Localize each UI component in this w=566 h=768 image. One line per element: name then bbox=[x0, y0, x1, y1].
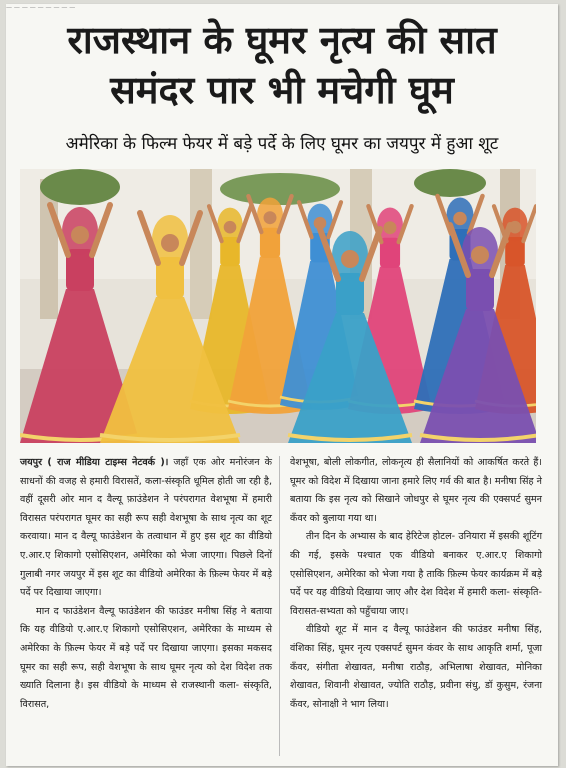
paragraph-text: जहाँ एक ओर मनोरंजन के साधनों की वजह से हमारी विरासतें, कला-संस्कृति धूमिल होती जा रही है, वहीं दूसरी ओर मान द वैल्यू फ़ाउंडेशन ने परंपरागत वेशभूषा में हमारी विरासत परंपरागत घूमर का सही रूप सही वेशभूषा के साथ नृत्य का शूट करवाया। मान द वैल्यू फाउंडेशन के तत्वाधान में हुए इस शूट का वीडियो ए.आर.ए शिकागो एसोसिएशन, अमेरिका को भेजा जाएगा। पिछले दिनों गुलाबी नगर जयपुर में इस शूट का वीडियो अमेरिका के फ़िल्म फेयर में बड़े पर्दे पर दिखाया जाएगा। bbox=[20, 457, 272, 599]
dateline: जयपुर ( राज मीडिया टाइम्स नेटवर्क )। bbox=[20, 457, 169, 468]
article-column-right bbox=[290, 454, 542, 714]
article-column-left bbox=[20, 454, 272, 714]
dancers-illustration bbox=[20, 169, 536, 443]
top-strip: — — — — — — — — — bbox=[6, 4, 76, 11]
article-paragraph: वीडियो शूट में मान द वैल्यू फाउंडेशन की फाउंडर मनीषा सिंह, वंशिका सिंह, घूमर नृत्य एक्सपर्ट सुमन कंवर के साथ आकृति शर्मा, पूजा कँवर, संगीता शेखावत, मनीषा राठौड़, अभिलाषा शेखावत, मोनिका शेखावत, शिवानी शेखावत, ज्योति राठौड़, प्रवीना संधु, डॉ कुसुम, रंजना कँवर, सोनाक्षी ने भाग लिया। bbox=[290, 624, 542, 710]
newspaper-clipping bbox=[6, 4, 558, 766]
subheadline: अमेरिका के फिल्म फेयर में बड़े पर्दे के लिए घूमर का जयपुर में हुआ शूट bbox=[65, 134, 499, 154]
article-paragraph: वेशभूषा, बोली लोकगीत, लोकनृत्य ही सैलानियों को आकर्षित करते हैं। घूमर को विदेश में दिखाया जाना हमारे लिए गर्व की बात है। मनीषा सिंह ने बताया कि इस नृत्य को सिखाने जोधपुर से घूमर नृत्य की एक्सपर्ट सुमन कँवर को बुलाया गया था। bbox=[290, 457, 542, 524]
headline-line-1: राजस्थान के घूमर नृत्य की सात bbox=[67, 17, 497, 62]
article-paragraph: मान द फाउंडेशन वैल्यू फाउंडेशन की फाउंडर मनीषा सिंह ने बताया कि यह वीडियो ए.आर.ए शिकागो एसोसिएशन, अमेरिका के माध्यम से अमेरिका के फ़िल्म फेयर में बड़े पर्दे पर दिखाया जाएगा। इसका मकसद घूमर का सही रूप, सही वेशभूषा के साथ घूमर नृत्य को देश विदेश तक ख्याति दिलाना है। इस वीडियो के माध्यम से राजस्थानी कला- संस्कृति, विरासत, bbox=[20, 605, 272, 710]
article-paragraph: तीन दिन के अभ्यास के बाद हेरिटेज होटल- उनियारा में इसकी शूटिंग की गई, इसके पश्चात एक वीडियो बनाकर ए.आर.ए शिकागो एसोसिएशन, अमेरिका को भेजा गया है ताकि फ़िल्म फेयर कार्यक्रम में बड़े पर्दे पर यह वीडियो दिखाया जाए और देश विदेश में हमारी कला- संस्कृति-विरासत-सभ्यता को पहुँचाया जाए। bbox=[290, 531, 542, 617]
ghoomar-dancers-photo bbox=[20, 169, 536, 443]
column-divider bbox=[279, 456, 280, 756]
headline-line-2: समंदर पार भी मचेगी घूम bbox=[110, 67, 454, 112]
article-paragraph bbox=[20, 454, 272, 603]
